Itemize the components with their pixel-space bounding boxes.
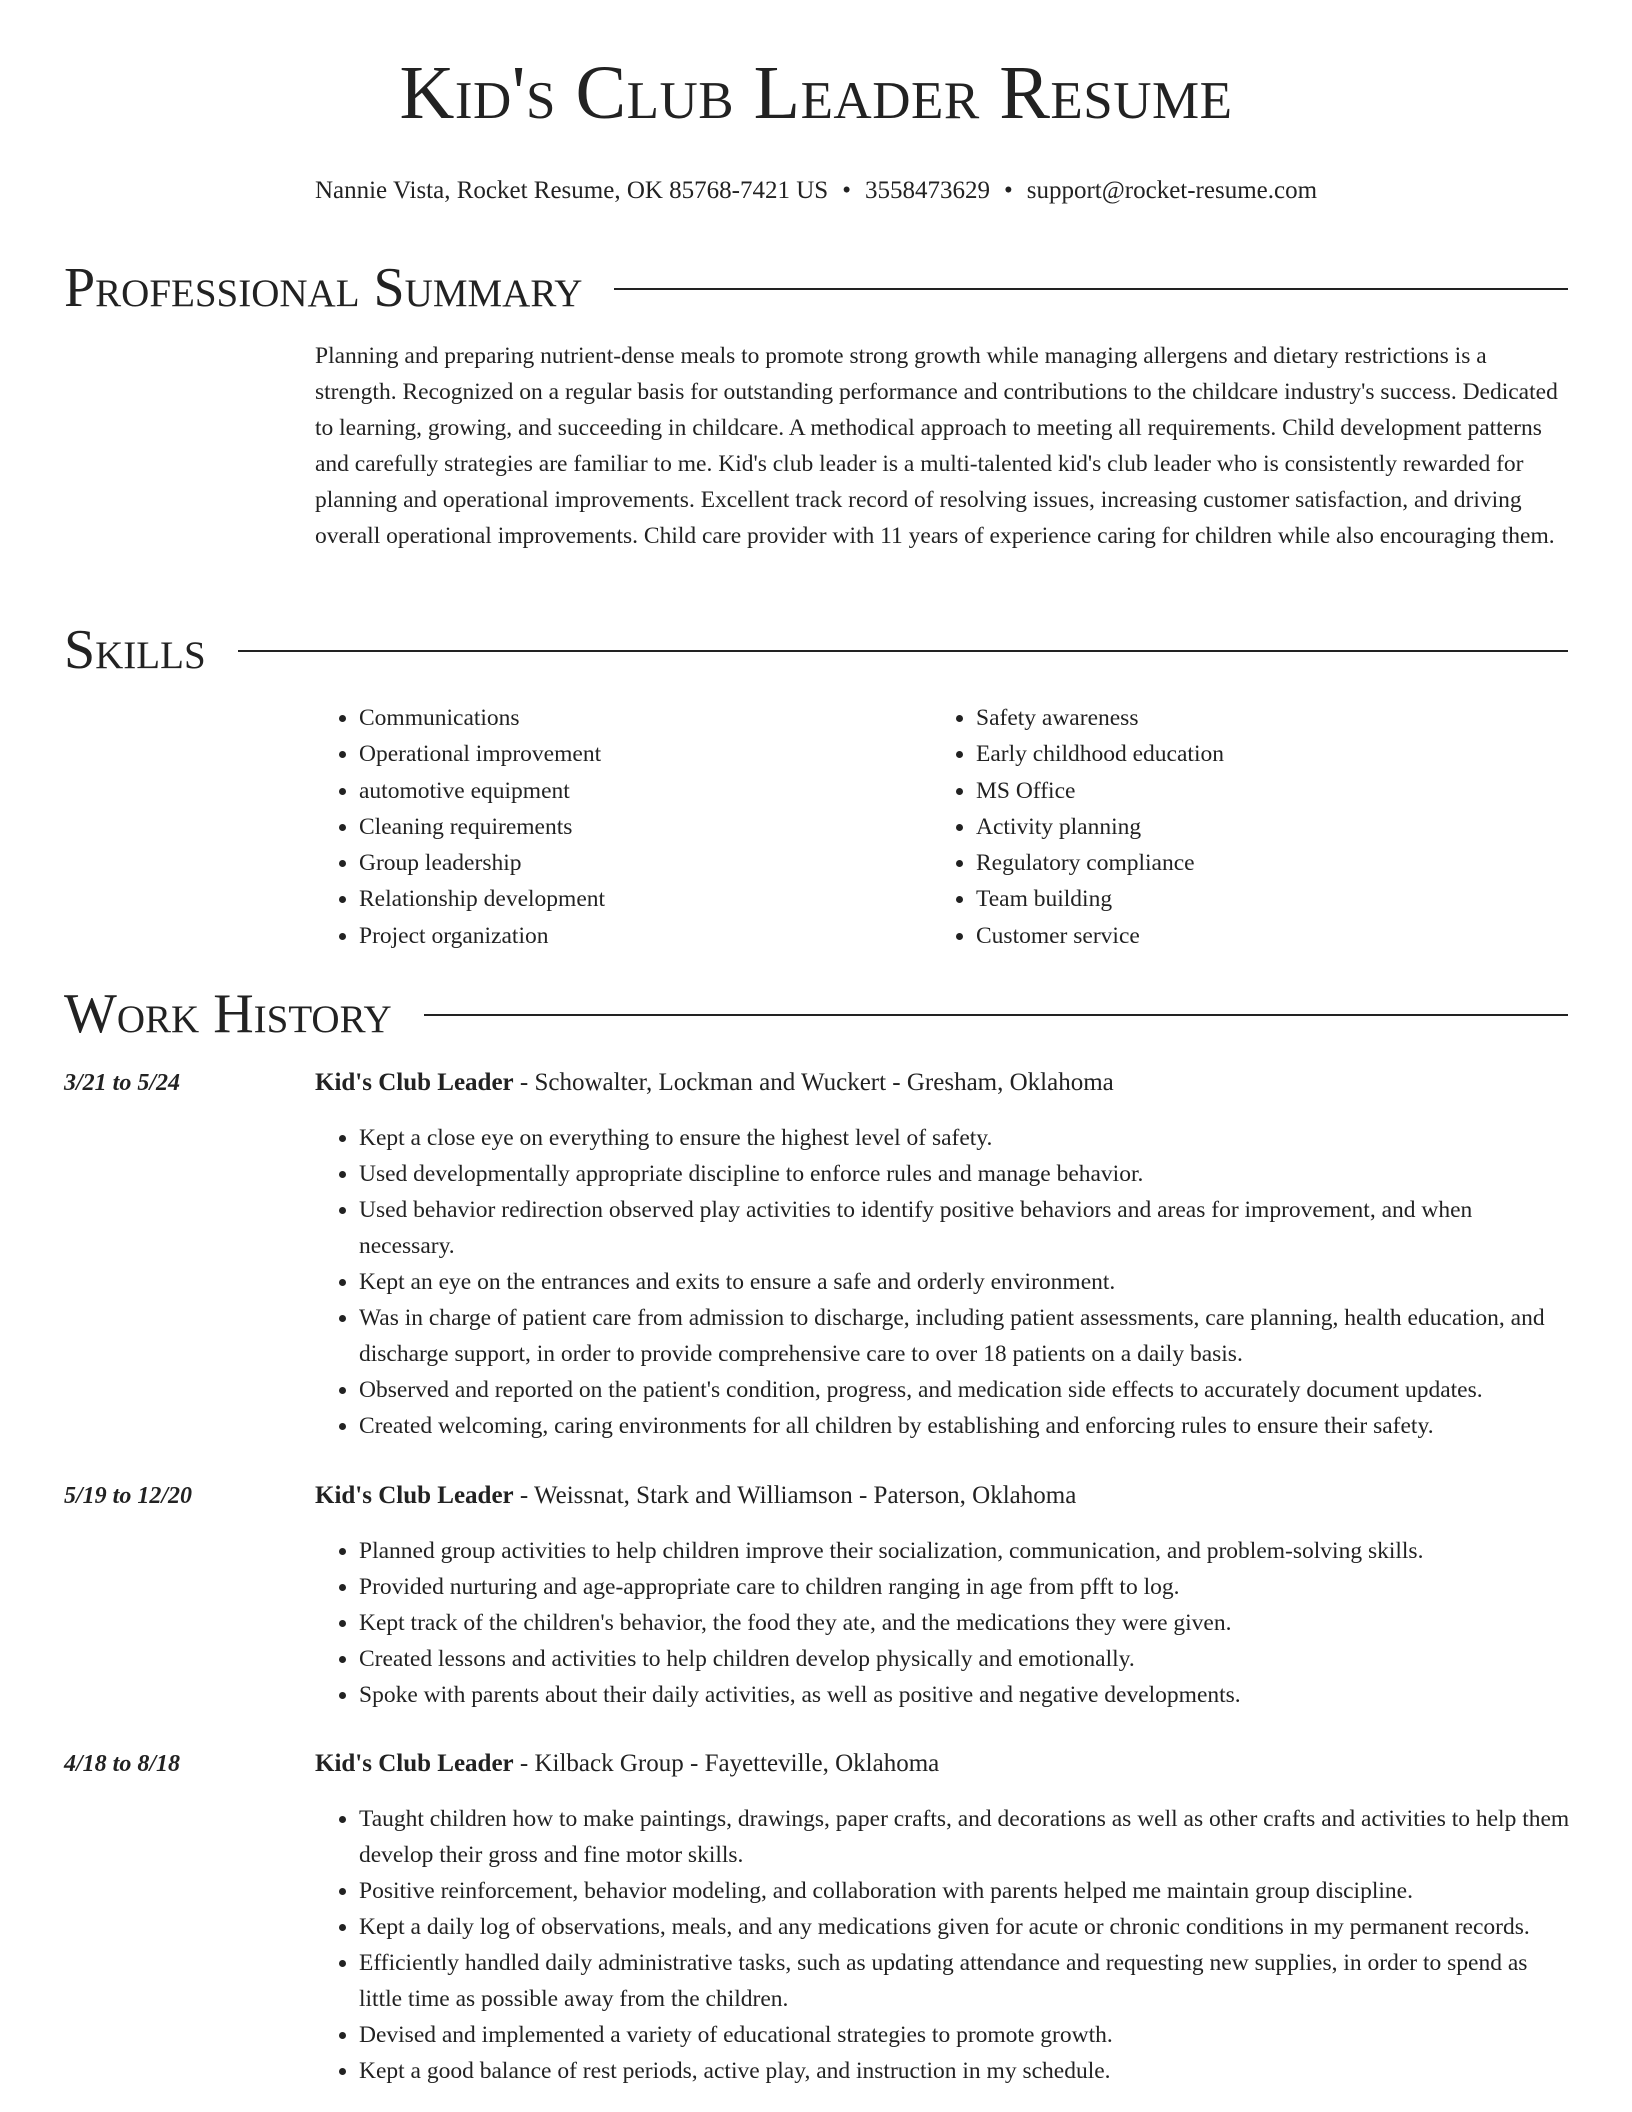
list-item: • Relationship development [359,881,605,917]
job-bullets [315,1120,1570,1444]
list-item: • Was in charge of patient care from admission to discharge, including patient assessments, care planning, health education, and discharge support, in order to provide comprehensive care to over 18 patients on a daily basis. [359,1300,1570,1372]
summary-section-header [64,256,1568,320]
list-item: • Cleaning requirements [359,809,605,845]
list-item: • Team building [976,881,1224,917]
list-item: • Activity planning [976,809,1224,845]
bullet-separator: • [842,177,851,204]
summary-heading: Professional Summary [64,257,583,319]
summary-text: Planning and preparing nutrient-dense meals to promote strong growth while managing allergens and dietary restrictions is a strength. Recognized on a regular basis for outstanding performance and contributions to the childcare industry's success. Dedicated to learning, growing, and succeeding in childcare. A methodical approach to meeting all requirements. Child development patterns and carefully strategies are familiar to me. Kid's club leader is a multi-talented kid's club leader who is consistently rewarded for planning and operational improvements. Excellent track record of resolving issues, increasing customer satisfaction, and driving overall operational improvements. Child care provider with 11 years of experience caring for children while also encouraging them. [315,343,1558,549]
job-role: Kid's Club Leader [315,1482,514,1509]
list-item: • Kept track of the children's behavior, the food they ate, and the medications they were given. [359,1605,1570,1641]
resume-title: Kid's Club Leader Resume [399,51,1233,135]
list-item: • MS Office [976,773,1224,809]
section-divider [238,650,1568,652]
contact-email: support@rocket-resume.com [1026,177,1318,204]
section-divider [424,1014,1568,1016]
list-item: • Taught children how to make paintings, drawings, paper crafts, and decorations as well as other crafts and activities to help them develop their gross and fine motor skills. [359,1801,1570,1873]
contact-line [0,174,1632,208]
list-item: • Used developmentally appropriate discipline to enforce rules and manage behavior. [359,1156,1570,1192]
skills-list-right [932,700,1224,954]
list-item: • Positive reinforcement, behavior modeling, and collaboration with parents helped me maintain group discipline. [359,1873,1570,1909]
job-dates: 3/21 to 5/24 [64,1070,181,1096]
job-bullets [315,1533,1570,1713]
list-item: • automotive equipment [359,773,605,809]
job-dates: 5/19 to 12/20 [64,1483,193,1509]
list-item: • Kept an eye on the entrances and exits to ensure a safe and orderly environment. [359,1264,1570,1300]
list-item: • Group leadership [359,845,605,881]
list-item: • Safety awareness [976,700,1224,736]
job-employer-location: - Kilback Group - Fayetteville, Oklahoma [513,1750,940,1777]
skills-heading: Skills [64,619,206,681]
work-heading: Work History [64,983,392,1045]
section-divider [614,288,1568,290]
job-title-line [315,1746,939,1782]
list-item: • Observed and reported on the patient's condition, progress, and medication side effects to accurately document updates. [359,1372,1570,1408]
bullet-separator: • [1003,177,1013,204]
list-item: • Customer service [976,918,1224,954]
list-item: • Operational improvement [359,736,605,772]
list-item: • Kept a daily log of observations, meals, and any medications given for acute or chronic conditions in my permanent records. [359,1909,1570,1945]
job-employer-location: - Weissnat, Stark and Williamson - Paterson, Oklahoma [513,1482,1077,1509]
job-role: Kid's Club Leader [315,1069,514,1096]
list-item: • Created welcoming, caring environments for all children by establishing and enforcing rules to ensure their safety. [359,1408,1570,1444]
list-item: • Used behavior redirection observed play activities to identify positive behaviors and areas for improvement, and when necessary. [359,1192,1570,1264]
list-item: • Planned group activities to help children improve their socialization, communication, and problem-solving skills. [359,1533,1570,1569]
skills-section-header [64,618,1568,682]
list-item: • Kept a good balance of rest periods, active play, and instruction in my schedule. [359,2053,1570,2089]
list-item: • Early childhood education [976,736,1224,772]
job-title-line [315,1478,1076,1514]
list-item: • Efficiently handled daily administrative tasks, such as updating attendance and requesting new supplies, in order to spend as little time as possible away from the children. [359,1945,1570,2017]
job-employer-location: - Schowalter, Lockman and Wuckert - Gresham, Oklahoma [513,1069,1114,1096]
job-role: Kid's Club Leader [315,1750,514,1777]
list-item: • Kept a close eye on everything to ensure the highest level of safety. [359,1120,1570,1156]
skills-list-left [315,700,605,954]
list-item: • Devised and implemented a variety of educational strategies to promote growth. [359,2017,1570,2053]
job-bullets [315,1801,1570,2089]
list-item: • Provided nurturing and age-appropriate care to children ranging in age from pfft to log. [359,1569,1570,1605]
list-item: • Regulatory compliance [976,845,1224,881]
list-item: • Created lessons and activities to help children develop physically and emotionally. [359,1641,1570,1677]
contact-address: Nannie Vista, Rocket Resume, OK 85768-7421 US [314,177,829,204]
list-item: • Project organization [359,918,605,954]
job-title-line [315,1065,1114,1101]
job-dates: 4/18 to 8/18 [64,1751,181,1777]
list-item: • Communications [359,700,605,736]
work-section-header [64,982,1568,1046]
contact-phone: 3558473629 [864,177,990,204]
list-item: • Spoke with parents about their daily activities, as well as positive and negative developments. [359,1677,1570,1713]
